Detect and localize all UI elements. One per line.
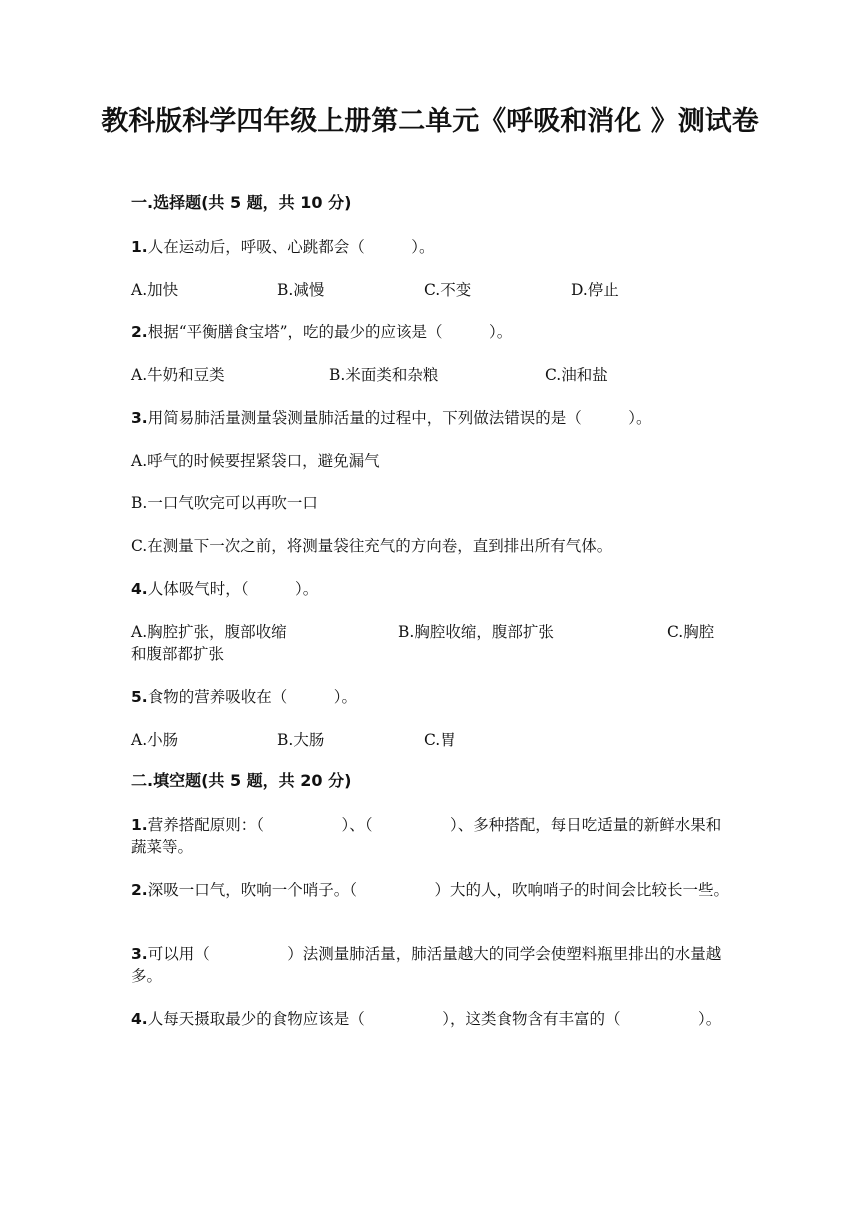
fill-question-4	[131, 1008, 731, 1030]
fill-question-3	[131, 943, 731, 987]
option-b: B.大肠	[277, 731, 325, 749]
question-number: 1.	[131, 238, 148, 256]
question-number: 3.	[131, 409, 148, 427]
option-a: A.小肠	[131, 731, 179, 749]
question-number: 4.	[131, 580, 148, 598]
option-b: B.一口气吹完可以再吹一口	[131, 494, 318, 512]
question-5	[131, 686, 357, 708]
question-number: 5.	[131, 688, 148, 706]
option-c: C.不变	[424, 281, 472, 299]
question-1	[131, 236, 434, 258]
question-text: 深吸一口气，吹响一个哨子。（ ）大的人，吹响哨子的时间会比较长一些。	[147, 881, 729, 899]
option-c: C.油和盐	[545, 366, 608, 384]
page-title: 教科版科学四年级上册第二单元《呼吸和消化 》测试卷	[101, 106, 759, 137]
question-text: 可以用（ ）法测量肺活量，肺活量越大的同学会使塑料瓶里排出的水量越多。	[131, 945, 722, 985]
option-c: C.在测量下一次之前，将测量袋往充气的方向卷，直到排出所有气体。	[131, 537, 613, 555]
section-heading-choice: 一.选择题(共 5 题，共 10 分)	[131, 193, 352, 212]
question-number: 2.	[131, 323, 148, 341]
question-text: 人每天摄取最少的食物应该是（ ），这类食物含有丰富的（ ）。	[147, 1010, 722, 1028]
question-text: 营养搭配原则：（ ）、（ ）、多种搭配，每日吃适量的新鲜水果和蔬菜等。	[131, 816, 722, 856]
option-b: B.减慢	[277, 281, 325, 299]
fill-question-2	[131, 879, 731, 901]
option-c-continued: 和腹部都扩张	[131, 645, 225, 663]
question-2	[131, 321, 512, 343]
question-text: 根据“平衡膳食宝塔”，吃的最少的应该是（ ）。	[147, 323, 513, 341]
section-heading-fill: 二.填空题(共 5 题，共 20 分)	[131, 771, 352, 790]
option-d: D.停止	[571, 281, 619, 299]
option-c: C.胃	[424, 731, 456, 749]
question-3	[131, 407, 651, 429]
question-number: 2.	[131, 881, 148, 899]
option-a: A.牛奶和豆类	[131, 366, 225, 384]
option-a: A.呼气的时候要捏紧袋口，避免漏气	[131, 452, 380, 470]
option-a: A.加快	[131, 281, 179, 299]
question-number: 3.	[131, 945, 148, 963]
question-text: 用简易肺活量测量袋测量肺活量的过程中，下列做法错误的是（ ）。	[147, 409, 652, 427]
fill-question-1	[131, 814, 731, 858]
option-b: B.胸腔收缩，腹部扩张	[398, 623, 554, 641]
question-text: 人在运动后，呼吸、心跳都会（ ）。	[147, 238, 435, 256]
question-4	[131, 578, 318, 600]
option-c: C.胸腔	[667, 623, 715, 641]
question-text: 食物的营养吸收在（ ）。	[147, 688, 357, 706]
option-b: B.米面类和杂粮	[329, 366, 439, 384]
question-text: 人体吸气时，（ ）。	[147, 580, 319, 598]
option-a: A.胸腔扩张，腹部收缩	[131, 623, 287, 641]
question-number: 4.	[131, 1010, 148, 1028]
question-number: 1.	[131, 816, 148, 834]
